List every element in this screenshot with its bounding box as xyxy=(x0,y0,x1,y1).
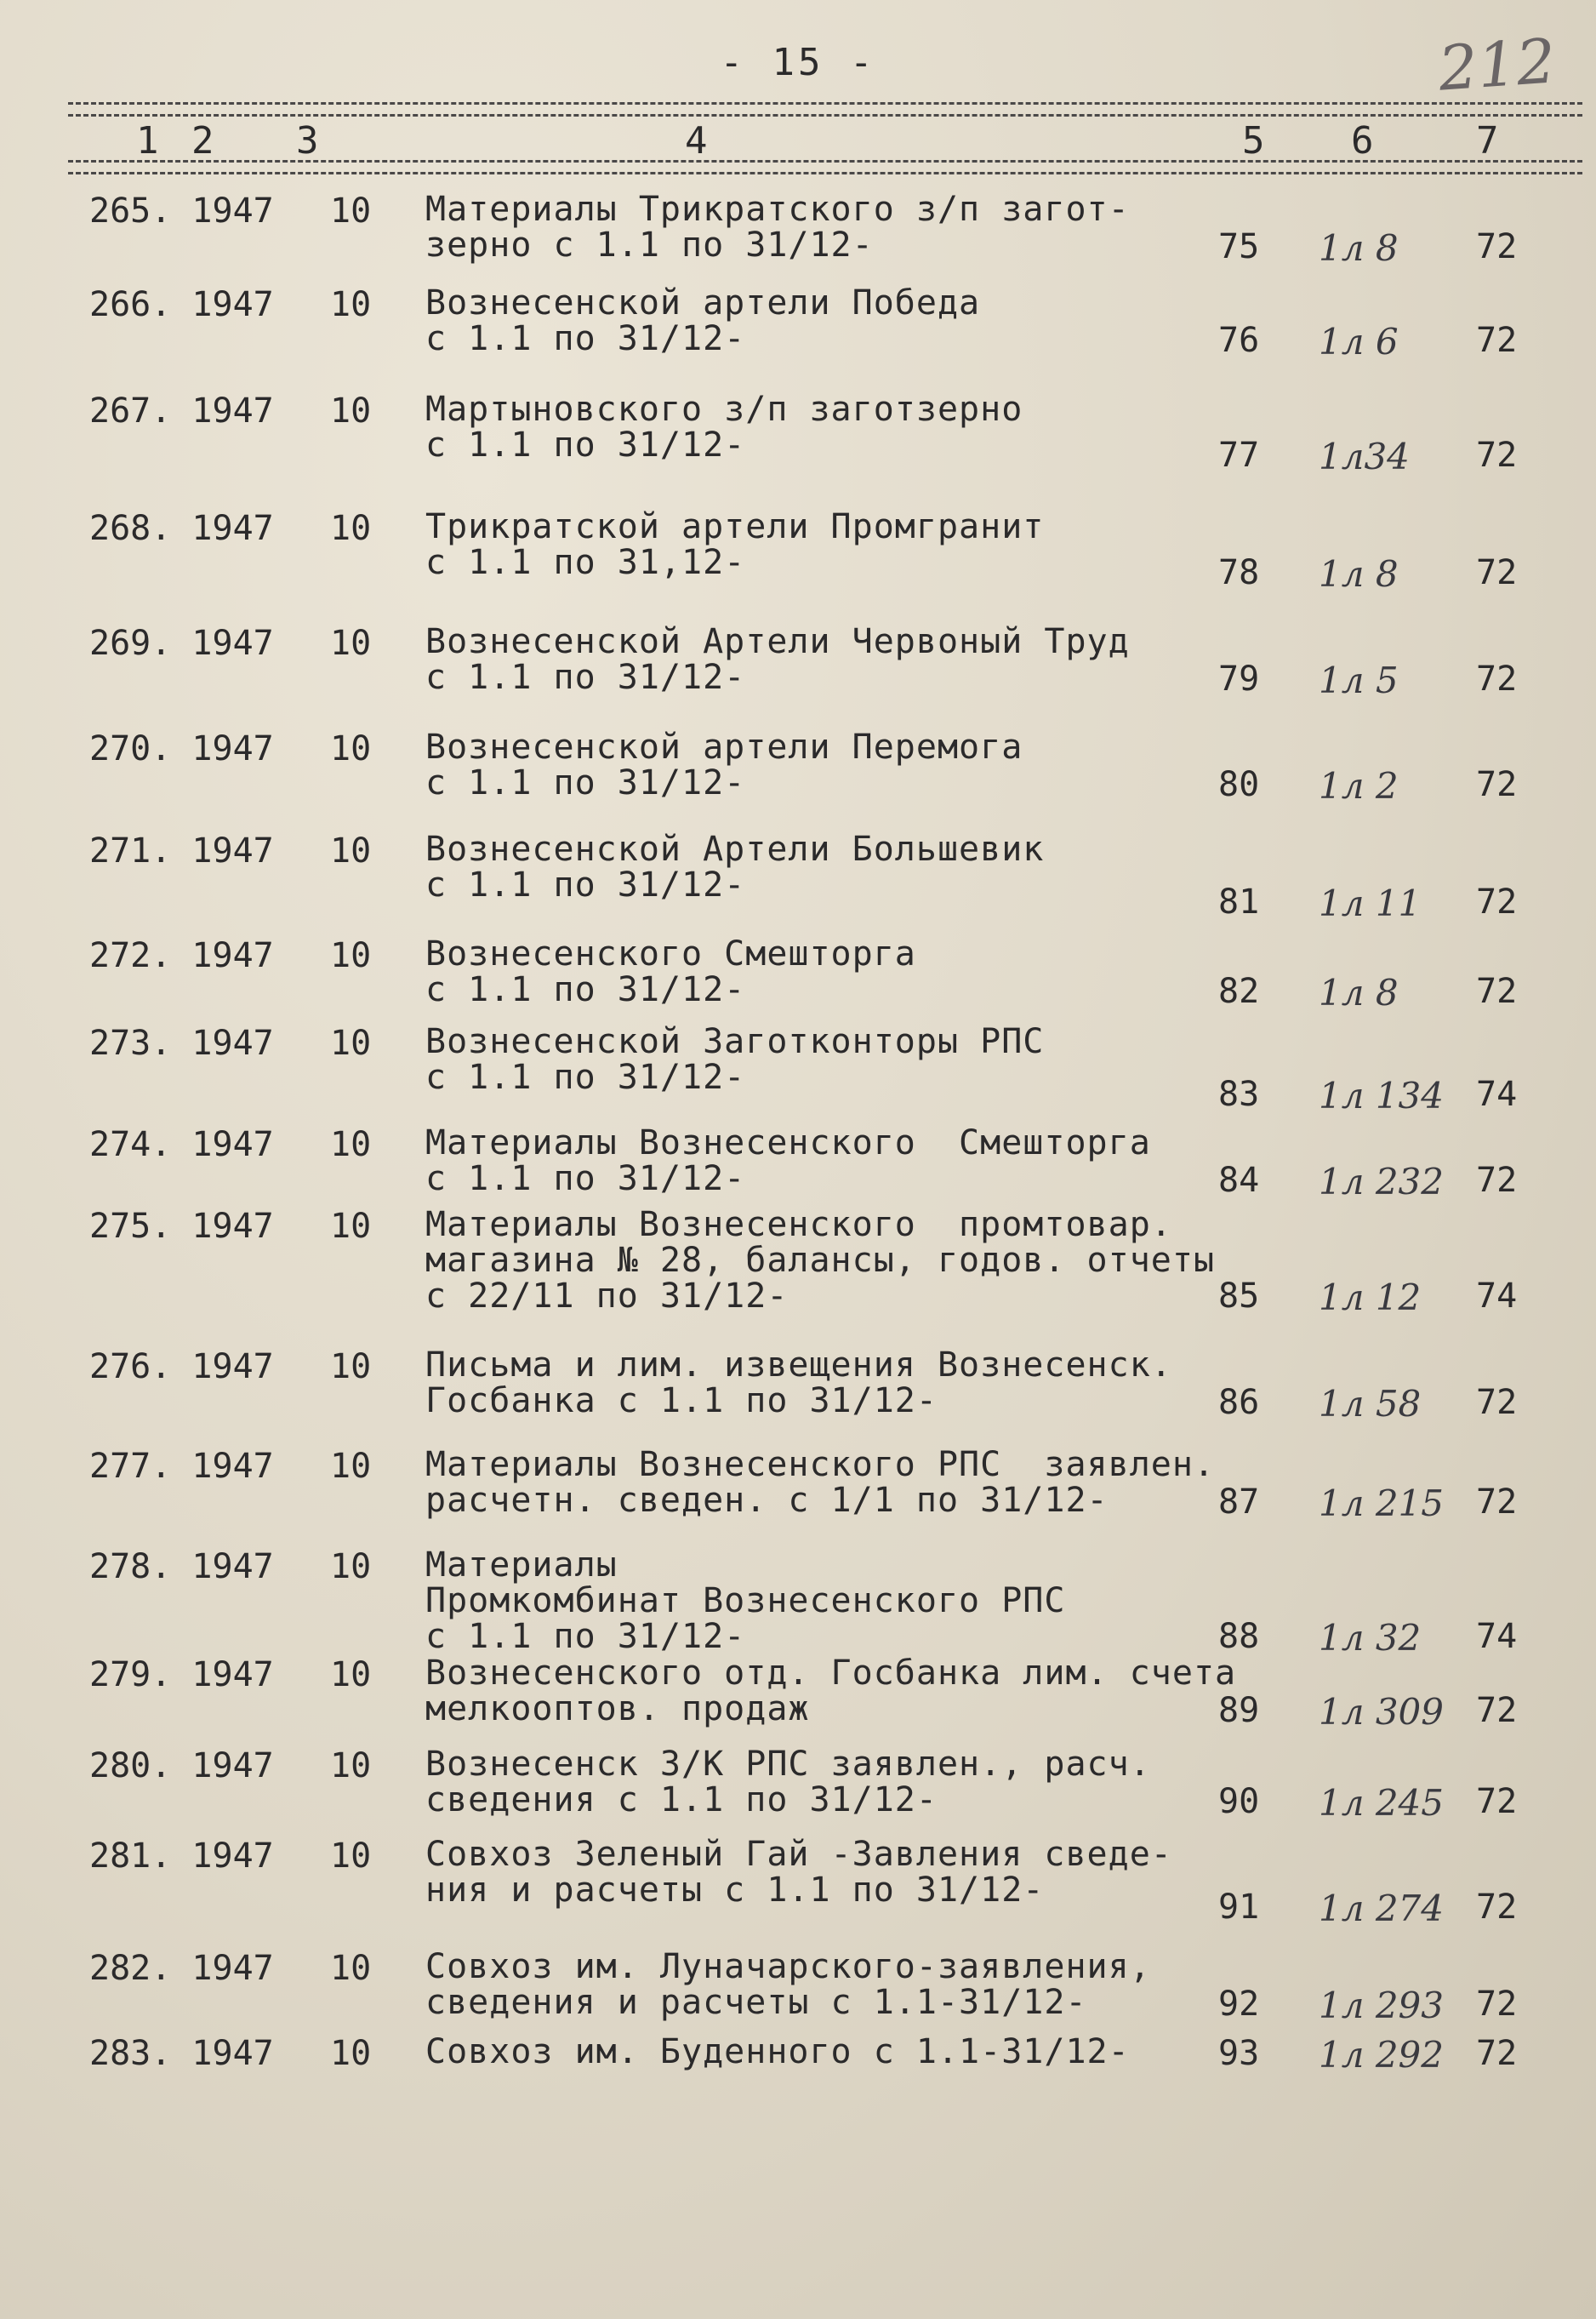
description-line: Совхоз Зеленый Гай -Завления сведе- xyxy=(425,1835,1172,1874)
entry-year: 1947 xyxy=(191,191,274,231)
header-bottom-rule xyxy=(68,160,1582,174)
file-number: 80 xyxy=(1218,765,1260,804)
entry-description xyxy=(425,1949,1151,2020)
sheet-count: 1л 215 xyxy=(1319,1482,1444,1524)
entry-number-year xyxy=(89,936,294,975)
entry-number: 271. xyxy=(89,831,172,871)
entry-number-year xyxy=(89,285,294,324)
file-number: 93 xyxy=(1218,2034,1260,2073)
entry-number: 268. xyxy=(89,509,172,548)
file-number: 77 xyxy=(1218,436,1260,475)
description-line: с 1.1 по 31/12- xyxy=(425,319,746,358)
entry-number: 278. xyxy=(89,1547,172,1586)
description-line: с 22/11 по 31/12- xyxy=(425,1277,789,1316)
fund-number: 10 xyxy=(330,1447,372,1486)
description-line: Материалы xyxy=(425,1545,618,1585)
sheet-count: 1л 6 xyxy=(1319,321,1399,363)
entry-number: 269. xyxy=(89,624,172,663)
storage-term: 72 xyxy=(1476,660,1518,699)
entry-description xyxy=(425,285,980,357)
description-line: мелкооптов. продаж xyxy=(425,1689,810,1728)
column-header-4: 4 xyxy=(685,119,708,163)
description-line: с 1.1 по 31/12- xyxy=(425,1058,746,1097)
file-number: 91 xyxy=(1218,1888,1260,1927)
description-line: Материалы Вознесенского РПС заявлен. xyxy=(425,1445,1216,1484)
column-header-5: 5 xyxy=(1242,119,1265,163)
fund-number: 10 xyxy=(330,285,372,324)
storage-term: 72 xyxy=(1476,1782,1518,1821)
entry-year: 1947 xyxy=(191,1125,274,1164)
fund-number: 10 xyxy=(330,1125,372,1164)
entry-description xyxy=(425,831,1044,903)
description-line: Материалы Вознесенского промтовар. xyxy=(425,1205,1172,1244)
sheet-count: 1л 8 xyxy=(1319,553,1399,595)
entry-number: 274. xyxy=(89,1125,172,1164)
storage-term: 74 xyxy=(1476,1277,1518,1316)
entry-number: 266. xyxy=(89,285,172,324)
entry-year: 1947 xyxy=(191,936,274,975)
description-line: Трикратской артели Промгранит xyxy=(425,507,1045,546)
entry-description xyxy=(425,1655,1236,1727)
entry-year: 1947 xyxy=(191,391,274,431)
storage-term: 72 xyxy=(1476,1482,1518,1522)
description-line: Материалы Трикратского з/п загот- xyxy=(425,190,1130,229)
page-number: - 15 - xyxy=(720,41,876,84)
entry-number-year xyxy=(89,1447,294,1486)
file-number: 76 xyxy=(1218,321,1260,360)
storage-term: 72 xyxy=(1476,1985,1518,2024)
entry-number-year xyxy=(89,1836,294,1876)
description-line: расчетн. сведен. с 1/1 по 31/12- xyxy=(425,1481,1109,1520)
storage-term: 72 xyxy=(1476,1383,1518,1422)
description-line: Мартыновского з/п заготзерно xyxy=(425,390,1023,429)
sheet-count: 1л 58 xyxy=(1319,1383,1422,1425)
entry-year: 1947 xyxy=(191,285,274,324)
sheet-count: 1л 11 xyxy=(1319,882,1422,924)
sheet-count: 1л 293 xyxy=(1319,1985,1444,2026)
description-line: Материалы Вознесенского Смешторга xyxy=(425,1123,1151,1162)
description-line: Вознесенской артели Победа xyxy=(425,283,981,323)
entry-number-year xyxy=(89,191,294,231)
entry-number: 265. xyxy=(89,191,172,231)
entry-number-year xyxy=(89,1207,294,1246)
storage-term: 74 xyxy=(1476,1075,1518,1114)
column-header-6: 6 xyxy=(1351,119,1374,163)
fund-number: 10 xyxy=(330,191,372,231)
description-line: Вознесенского отд. Госбанка лим. счета xyxy=(425,1654,1237,1693)
entry-number-year xyxy=(89,831,294,871)
entry-number: 275. xyxy=(89,1207,172,1246)
fund-number: 10 xyxy=(330,831,372,871)
file-number: 90 xyxy=(1218,1782,1260,1821)
storage-term: 72 xyxy=(1476,882,1518,922)
column-header-1: 1 xyxy=(136,119,159,163)
sheet-count: 1л 32 xyxy=(1319,1617,1422,1659)
entry-number: 267. xyxy=(89,391,172,431)
entry-number: 273. xyxy=(89,1024,172,1063)
fund-number: 10 xyxy=(330,1655,372,1694)
entry-year: 1947 xyxy=(191,1746,274,1785)
entry-number: 270. xyxy=(89,729,172,768)
entry-description xyxy=(425,1347,1172,1419)
sheet-count: 1л 8 xyxy=(1319,227,1399,269)
storage-term: 72 xyxy=(1476,765,1518,804)
fund-number: 10 xyxy=(330,1836,372,1876)
entry-description xyxy=(425,1207,1215,1314)
sheet-count: 1л 2 xyxy=(1319,765,1399,807)
entry-number-year xyxy=(89,1655,294,1694)
file-number: 82 xyxy=(1218,972,1260,1011)
entry-year: 1947 xyxy=(191,624,274,663)
entry-description xyxy=(425,624,1130,695)
description-line: Вознесенской Заготконторы РПС xyxy=(425,1022,1045,1061)
archive-sheet-number: 212 xyxy=(1435,25,1558,105)
fund-number: 10 xyxy=(330,624,372,663)
entry-number: 277. xyxy=(89,1447,172,1486)
description-line: Вознесенской артели Перемога xyxy=(425,728,1023,767)
sheet-count: 1л 245 xyxy=(1319,1782,1444,1824)
description-line: с 1.1 по 31,12- xyxy=(425,543,746,582)
entry-year: 1947 xyxy=(191,1024,274,1063)
description-line: с 1.1 по 31/12- xyxy=(425,970,746,1009)
file-number: 89 xyxy=(1218,1691,1260,1730)
entry-number-year xyxy=(89,1547,294,1586)
entry-number-year xyxy=(89,624,294,663)
file-number: 84 xyxy=(1218,1161,1260,1200)
fund-number: 10 xyxy=(330,391,372,431)
description-line: с 1.1 по 31/12- xyxy=(425,763,746,803)
fund-number: 10 xyxy=(330,1347,372,1386)
entry-description xyxy=(425,1547,1065,1654)
entry-number-year xyxy=(89,2034,294,2073)
description-line: Совхоз им. Луначарского-заявления, xyxy=(425,1947,1151,1986)
description-line: Совхоз им. Буденного с 1.1-31/12- xyxy=(425,2032,1130,2071)
header-top-rule xyxy=(68,102,1582,117)
description-line: Письма и лим. извещения Вознесенск. xyxy=(425,1345,1172,1385)
entry-year: 1947 xyxy=(191,1547,274,1586)
entry-number: 279. xyxy=(89,1655,172,1694)
sheet-count: 1л34 xyxy=(1319,436,1410,477)
entry-year: 1947 xyxy=(191,1949,274,1988)
column-header-2: 2 xyxy=(191,119,214,163)
file-number: 92 xyxy=(1218,1985,1260,2024)
entry-year: 1947 xyxy=(191,1347,274,1386)
file-number: 86 xyxy=(1218,1383,1260,1422)
file-number: 78 xyxy=(1218,553,1260,592)
fund-number: 10 xyxy=(330,1207,372,1246)
description-line: Вознесенской Артели Червоный Труд xyxy=(425,622,1130,661)
description-line: зерно с 1.1 по 31/12- xyxy=(425,226,874,265)
description-line: сведения с 1.1 по 31/12- xyxy=(425,1780,938,1819)
entry-year: 1947 xyxy=(191,1836,274,1876)
description-line: Госбанка с 1.1 по 31/12- xyxy=(425,1381,938,1420)
entry-description xyxy=(425,729,1023,801)
column-header-7: 7 xyxy=(1476,119,1499,163)
description-line: Вознесенской Артели Большевик xyxy=(425,830,1045,869)
entry-number-year xyxy=(89,1125,294,1164)
entry-description xyxy=(425,1024,1044,1095)
entry-year: 1947 xyxy=(191,1447,274,1486)
entry-number: 280. xyxy=(89,1746,172,1785)
storage-term: 72 xyxy=(1476,553,1518,592)
description-line: сведения и расчеты с 1.1-31/12- xyxy=(425,1983,1087,2022)
entry-number-year xyxy=(89,1949,294,1988)
entry-description xyxy=(425,391,1023,463)
entry-number-year xyxy=(89,391,294,431)
column-header-3: 3 xyxy=(296,119,319,163)
description-line: с 1.1 по 31/12- xyxy=(425,1617,746,1656)
entry-description xyxy=(425,2034,1130,2070)
description-line: с 1.1 по 31/12- xyxy=(425,1159,746,1198)
description-line: с 1.1 по 31/12- xyxy=(425,658,746,697)
description-line: ния и расчеты с 1.1 по 31/12- xyxy=(425,1871,1045,1910)
entry-number: 282. xyxy=(89,1949,172,1988)
entry-year: 1947 xyxy=(191,831,274,871)
sheet-count: 1л 292 xyxy=(1319,2034,1444,2076)
entry-description xyxy=(425,1125,1151,1197)
sheet-count: 1л 274 xyxy=(1319,1888,1444,1929)
entry-number: 281. xyxy=(89,1836,172,1876)
fund-number: 10 xyxy=(330,729,372,768)
description-line: Промкомбинат Вознесенского РПС xyxy=(425,1581,1066,1620)
entry-description xyxy=(425,191,1130,263)
storage-term: 72 xyxy=(1476,1888,1518,1927)
entry-number-year xyxy=(89,1024,294,1063)
sheet-count: 1л 134 xyxy=(1319,1075,1444,1117)
file-number: 83 xyxy=(1218,1075,1260,1114)
description-line: Вознесенского Смешторга xyxy=(425,934,916,974)
entry-year: 1947 xyxy=(191,2034,274,2073)
storage-term: 72 xyxy=(1476,436,1518,475)
storage-term: 72 xyxy=(1476,1161,1518,1200)
entry-number: 283. xyxy=(89,2034,172,2073)
entry-number: 276. xyxy=(89,1347,172,1386)
entry-description xyxy=(425,1447,1215,1518)
file-number: 81 xyxy=(1218,882,1260,922)
file-number: 79 xyxy=(1218,660,1260,699)
fund-number: 10 xyxy=(330,1547,372,1586)
description-line: магазина № 28, балансы, годов. отчеты xyxy=(425,1241,1216,1280)
file-number: 75 xyxy=(1218,227,1260,266)
entry-description xyxy=(425,509,1044,580)
entry-number: 272. xyxy=(89,936,172,975)
fund-number: 10 xyxy=(330,1024,372,1063)
storage-term: 72 xyxy=(1476,1691,1518,1730)
entry-number-year xyxy=(89,729,294,768)
storage-term: 72 xyxy=(1476,321,1518,360)
file-number: 87 xyxy=(1218,1482,1260,1522)
storage-term: 74 xyxy=(1476,1617,1518,1656)
file-number: 85 xyxy=(1218,1277,1260,1316)
fund-number: 10 xyxy=(330,509,372,548)
sheet-count: 1л 12 xyxy=(1319,1277,1422,1318)
storage-term: 72 xyxy=(1476,972,1518,1011)
storage-term: 72 xyxy=(1476,227,1518,266)
description-line: с 1.1 по 31/12- xyxy=(425,865,746,905)
description-line: Вознесенск З/К РПС заявлен., расч. xyxy=(425,1745,1151,1784)
fund-number: 10 xyxy=(330,1949,372,1988)
sheet-count: 1л 5 xyxy=(1319,660,1399,701)
entry-number-year xyxy=(89,509,294,548)
entry-description xyxy=(425,936,916,1008)
sheet-count: 1л 232 xyxy=(1319,1161,1444,1202)
entry-year: 1947 xyxy=(191,729,274,768)
entry-year: 1947 xyxy=(191,509,274,548)
storage-term: 72 xyxy=(1476,2034,1518,2073)
fund-number: 10 xyxy=(330,1746,372,1785)
entry-year: 1947 xyxy=(191,1655,274,1694)
fund-number: 10 xyxy=(330,2034,372,2073)
entry-number-year xyxy=(89,1347,294,1386)
sheet-count: 1л 8 xyxy=(1319,972,1399,1014)
fund-number: 10 xyxy=(330,936,372,975)
file-number: 88 xyxy=(1218,1617,1260,1656)
entry-description xyxy=(425,1836,1172,1908)
sheet-count: 1л 309 xyxy=(1319,1691,1444,1733)
description-line: с 1.1 по 31/12- xyxy=(425,426,746,465)
entry-year: 1947 xyxy=(191,1207,274,1246)
entry-number-year xyxy=(89,1746,294,1785)
entry-description xyxy=(425,1746,1151,1818)
